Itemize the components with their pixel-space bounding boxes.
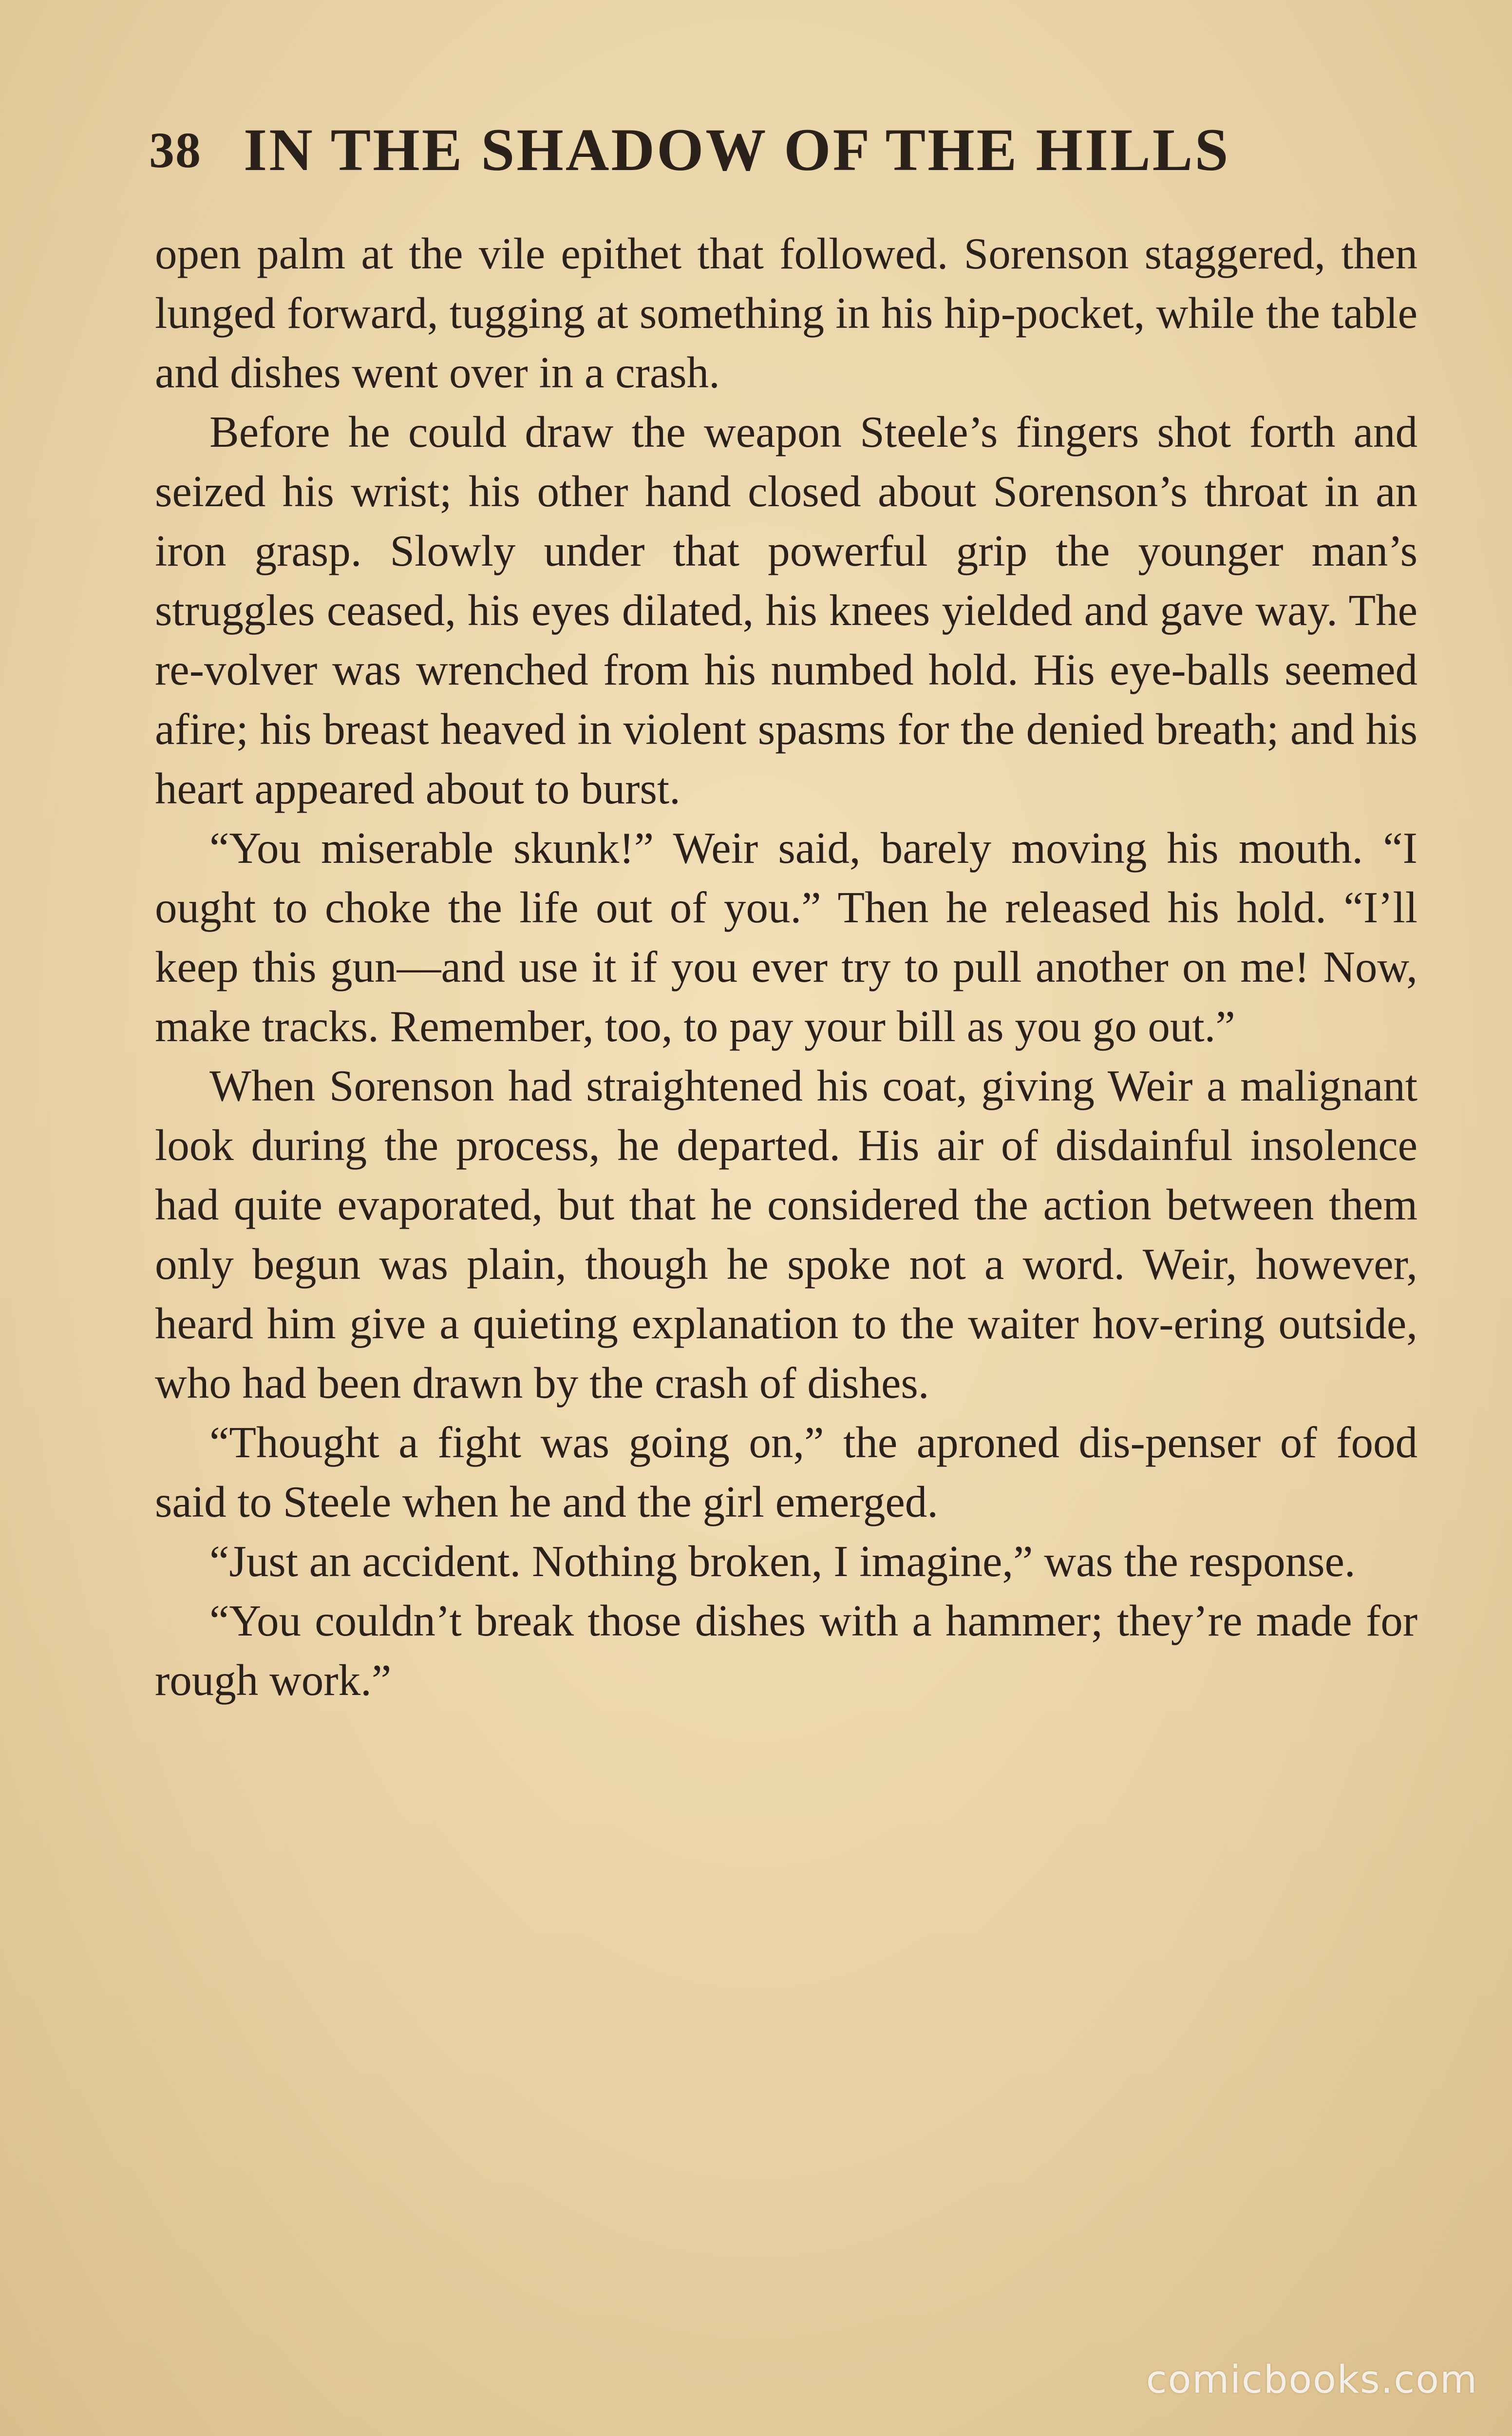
paragraph-sorenson-departs: When Sorenson had straightened his coat, giving Weir a malignant look during the process, he departed. His air of disdainful insolence had quite evaporated, but that he considered the action between them only begun was plain, though he spoke not a word. Weir, however, heard him give a quieting explanation to the waiter hov-ering outside, who had been drawn by the crash of dishes. <box>155 1061 1418 1408</box>
paragraph-continuation: open palm at the vile epithet that followed. Sorenson staggered, then lunged forward, tugging at something in his hip-pocket, while the table and dishes went over in a crash. <box>155 229 1418 397</box>
page-number: 38 <box>149 122 202 178</box>
paragraph-waiter-remark: “Thought a fight was going on,” the aproned dis-penser of food said to Steele when he and the girl emerged. <box>155 1418 1418 1526</box>
page-header <box>149 111 1396 189</box>
paragraph-dishes-remark: “You couldn’t break those dishes with a hammer; they’re made for rough work.” <box>155 1596 1418 1705</box>
watermark-text: comicbooks.com <box>1146 2358 1478 2402</box>
paragraph-weir-warning: “You miserable skunk!” Weir said, barely moving his mouth. “I ought to choke the life out of you.” Then he released his hold. “I’ll keep this gun—and use it if you ever try to pull another on me! Now, make tracks. Remember, too, to pay your bill as you go out.” <box>155 823 1418 1051</box>
paragraph-accident-response: “Just an accident. Nothing broken, I imagine,” was the response. <box>209 1537 1356 1586</box>
paragraph-fight: Before he could draw the weapon Steele’s fingers shot forth and seized his wrist; his other hand closed about Sorenson’s throat in an iron grasp. Slowly under that powerful grip the younger man’s struggles ceased, his eyes dilated, his knees yielded and gave way. The re-volver was wrenched from his numbed hold. His eye-balls seemed afire; his breast heaved in violent spasms for the denied breath; and his heart appeared about to burst. <box>155 407 1418 813</box>
body-text <box>155 224 1418 1710</box>
running-head: IN THE SHADOW OF THE HILLS <box>244 116 1230 183</box>
